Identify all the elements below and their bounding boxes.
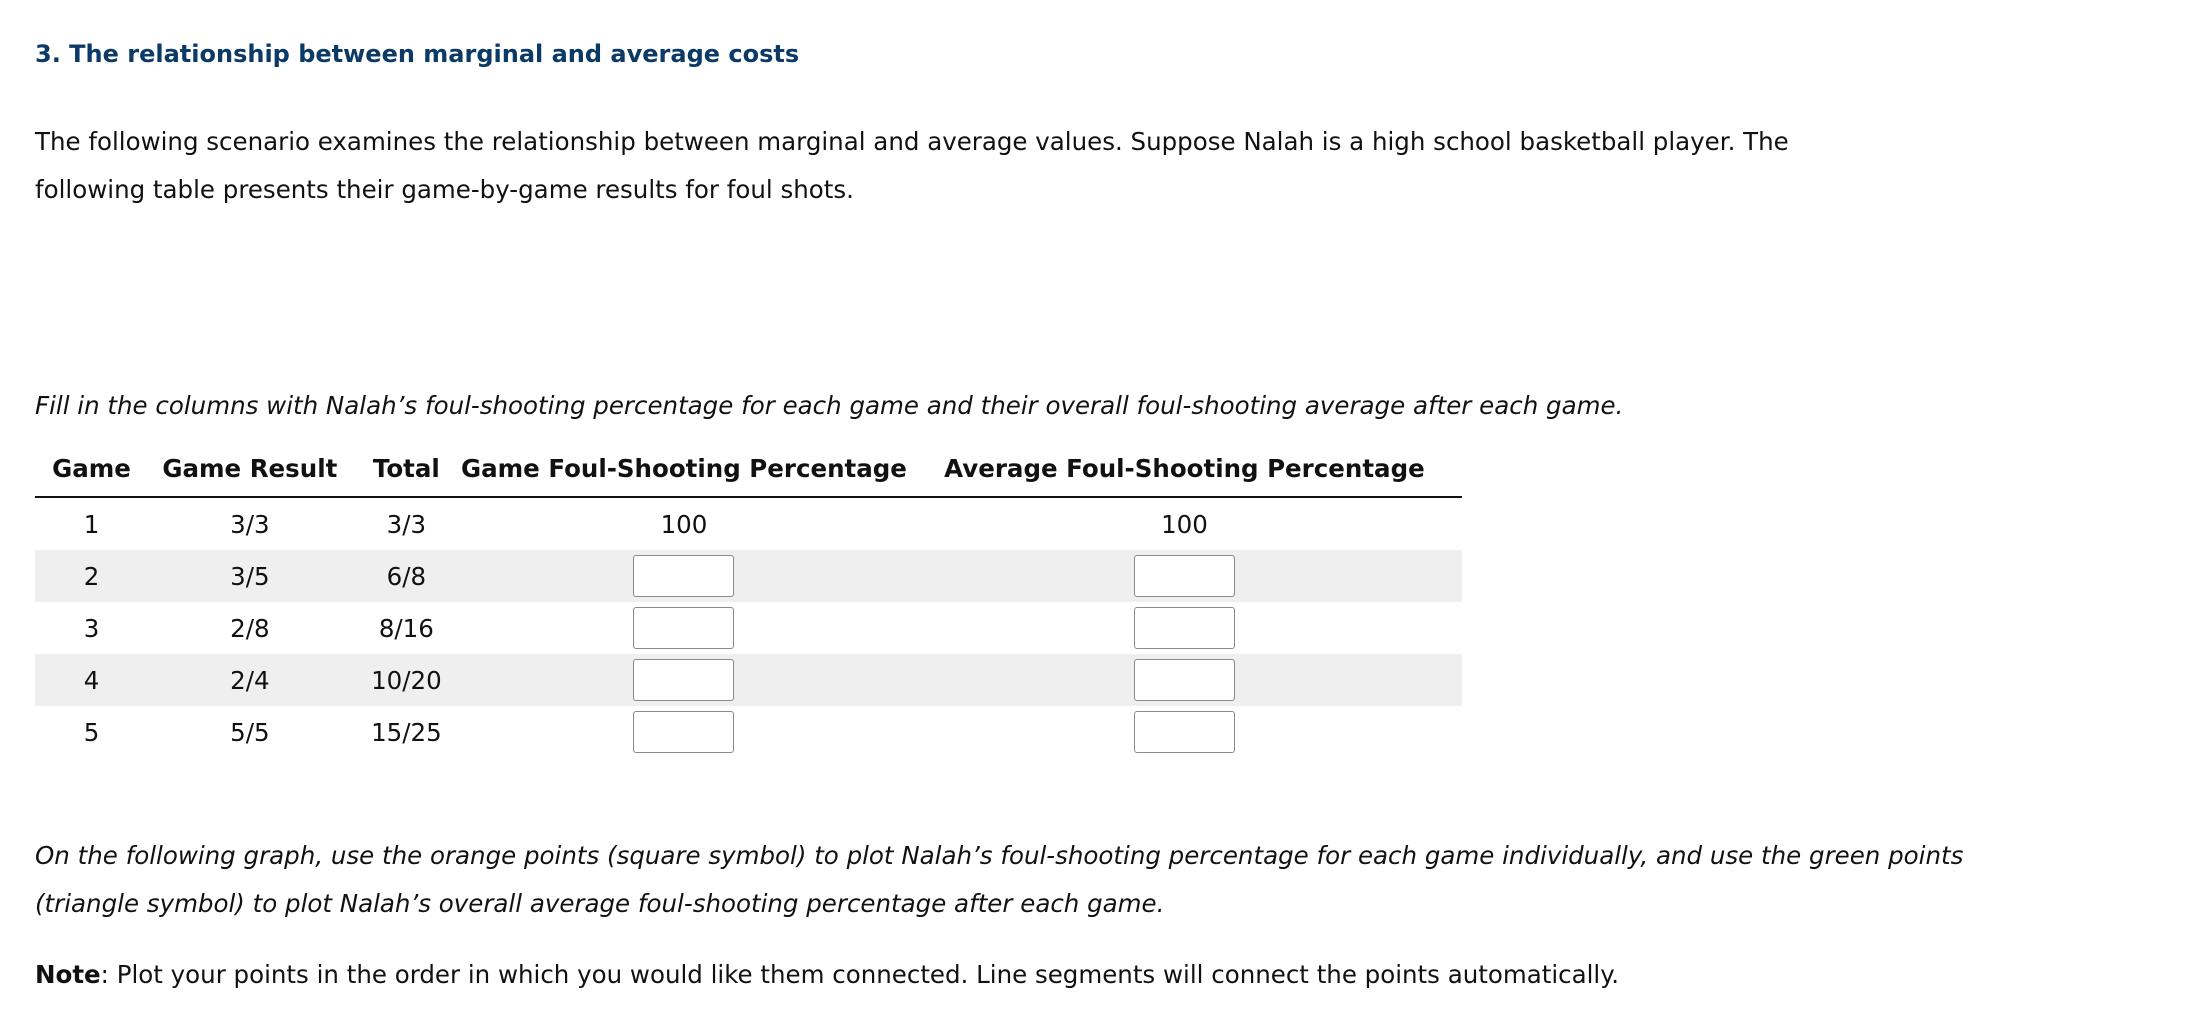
game-result: 3/5: [148, 550, 352, 602]
game-percentage-input[interactable]: [633, 607, 734, 649]
running-total: 3/3: [386, 509, 427, 539]
note: [35, 955, 1975, 995]
game-result: 2/4: [148, 654, 352, 706]
header-average-foul-shooting-percentage: Average Foul-Shooting Percentage: [907, 454, 1462, 497]
game-result: 3/3: [230, 509, 270, 539]
game-number: 2: [35, 550, 148, 602]
note-label: Note: [35, 960, 101, 989]
header-total: Total: [352, 454, 461, 497]
game-number: 3: [83, 613, 100, 643]
header-game-result: Game Result: [148, 454, 352, 497]
header-game: Game: [35, 454, 148, 497]
running-total: 6/8: [352, 550, 461, 602]
note-text: : Plot your points in the order in which you would like them connected. Line segments will connect the points automatically.: [100, 960, 1620, 989]
average-percentage-value: 100: [1161, 509, 1208, 539]
game-number: 5: [83, 717, 100, 747]
game-percentage-input[interactable]: [633, 711, 734, 753]
foul-shot-table: [35, 454, 1462, 758]
table-row: [35, 706, 1462, 758]
intro-paragraph: The following scenario examines the relationship between marginal and average values. Suppose Nalah is a high school basketball player. The following table presents their game-by-game results for foul shots.: [35, 127, 1789, 204]
table-row: [35, 497, 1462, 550]
section-title: 3. The relationship between marginal and average costs: [35, 40, 800, 68]
average-percentage-input[interactable]: [1134, 711, 1235, 753]
header-game-foul-shooting-percentage: Game Foul-Shooting Percentage: [461, 454, 907, 497]
average-percentage-input[interactable]: [1134, 659, 1235, 701]
game-percentage-input[interactable]: [633, 555, 734, 597]
game-percentage-value: 100: [660, 509, 708, 539]
game-percentage-input[interactable]: [633, 659, 734, 701]
running-total: 10/20: [352, 654, 461, 706]
average-percentage-input[interactable]: [1134, 607, 1235, 649]
game-result: 2/8: [230, 613, 270, 643]
table-header-row: [35, 454, 1462, 497]
game-result: 5/5: [230, 717, 270, 747]
table-instruction: Fill in the columns with Nalah’s foul-shooting percentage for each game and their overall foul-shooting average after each game.: [35, 391, 1624, 420]
graph-instruction: On the following graph, use the orange points (square symbol) to plot Nalah’s foul-shooting percentage for each game individually, and use the green points (triangle symbol) to plot Nalah’s overall average foul-shooting percentage after each game.: [35, 841, 1964, 918]
table-row: [35, 550, 1462, 602]
game-number: 4: [35, 654, 148, 706]
table-row: [35, 654, 1462, 706]
table-row: [35, 602, 1462, 654]
running-total: 8/16: [378, 613, 434, 643]
game-number: 1: [83, 509, 100, 539]
average-percentage-input[interactable]: [1134, 555, 1235, 597]
running-total: 15/25: [371, 717, 442, 747]
